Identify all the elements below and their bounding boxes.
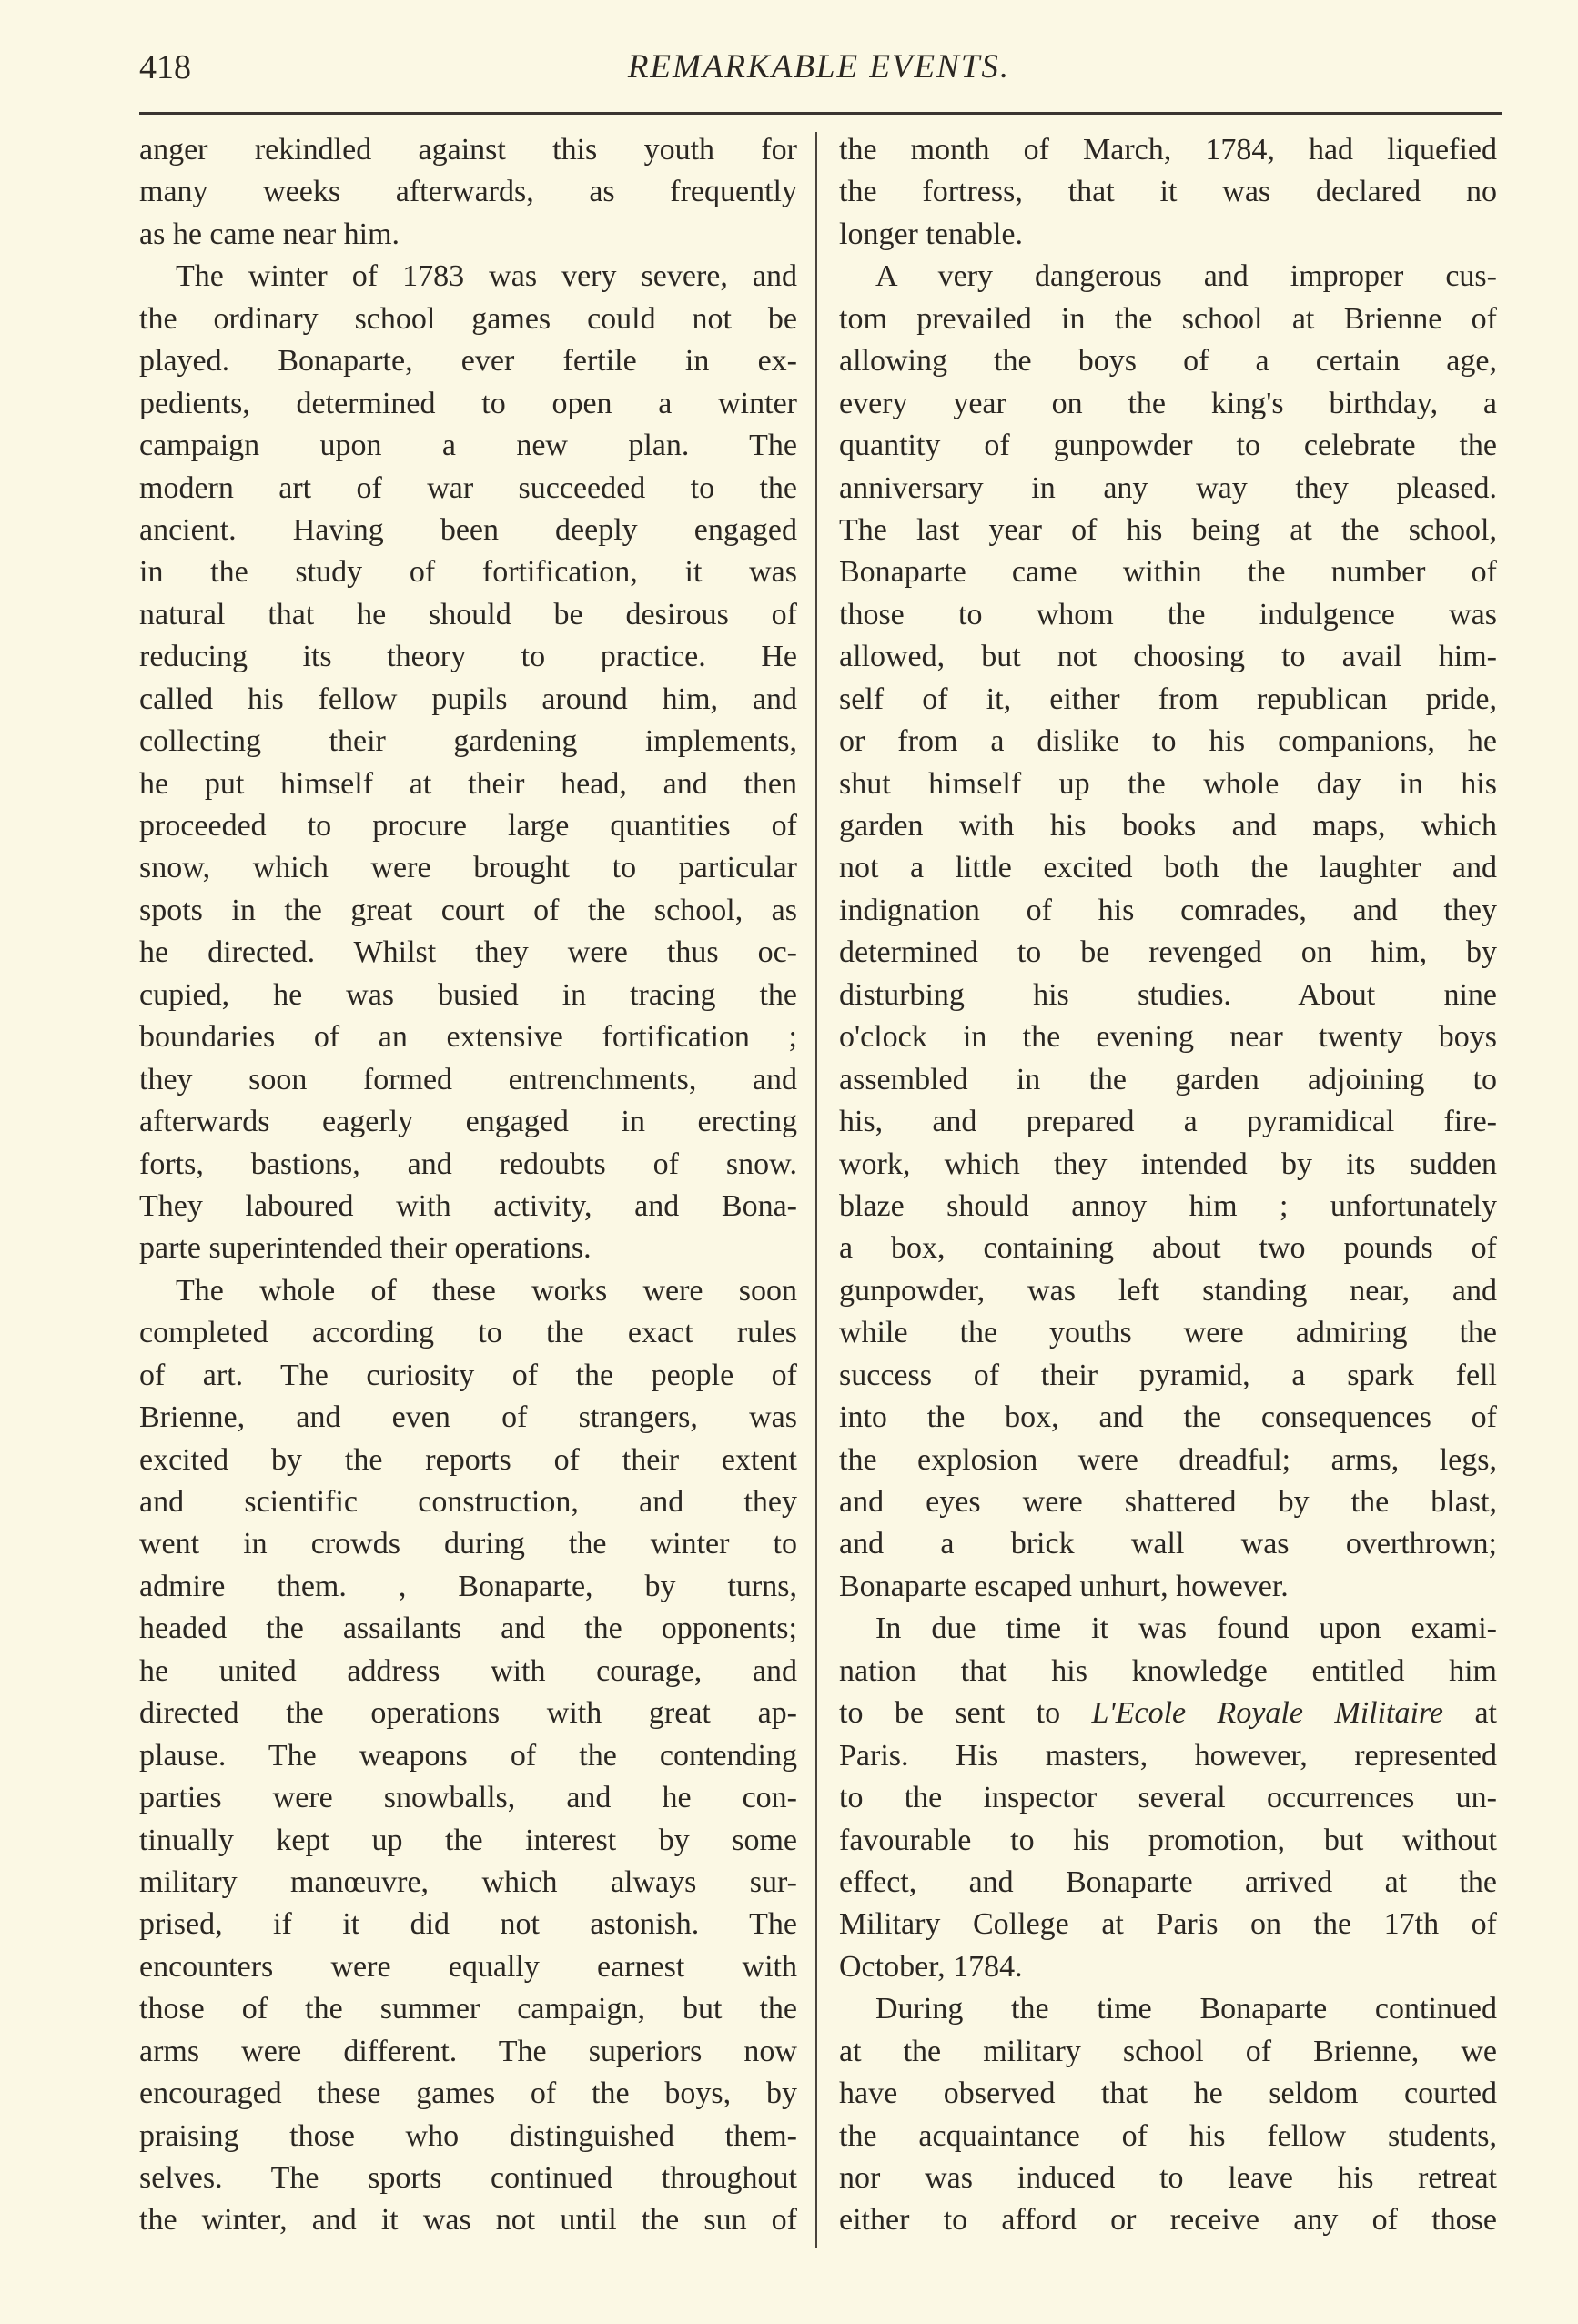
text-line: plause. The weapons of the contending bbox=[139, 1738, 797, 1773]
left-column bbox=[139, 129, 797, 2242]
text-line: selves. The sports continued throughout bbox=[139, 2161, 797, 2195]
text-line: boundaries of an extensive fortification ; bbox=[139, 1020, 797, 1055]
text-line: cupied, he was busied in tracing the bbox=[139, 977, 797, 1012]
text-line: work, which they intended by its sudden bbox=[839, 1147, 1497, 1181]
text-line: the explosion were dreadful; arms, legs, bbox=[839, 1442, 1497, 1477]
text-line: modern art of war succeeded to the bbox=[139, 470, 797, 505]
text-line: at the military school of Brienne, we bbox=[839, 2034, 1497, 2068]
text-line: afterwards eagerly engaged in erecting bbox=[139, 1105, 797, 1139]
text-line: either to afford or receive any of those bbox=[839, 2203, 1497, 2238]
running-title: REMARKABLE EVENTS. bbox=[627, 48, 1011, 86]
text-line: proceeded to procure large quantities of bbox=[139, 809, 797, 843]
text-line: anger rekindled against this youth for bbox=[139, 133, 797, 167]
text-line: completed according to the exact rules bbox=[139, 1316, 797, 1350]
text-line: gunpowder, was left standing near, and bbox=[839, 1273, 1497, 1308]
text-line: the month of March, 1784, had liquefied bbox=[839, 133, 1497, 167]
text-line: praising those who distinguished them- bbox=[139, 2118, 797, 2153]
text-line: disturbing his studies. About nine bbox=[839, 977, 1497, 1012]
text-line: encounters were equally earnest with bbox=[139, 1949, 797, 1984]
text-segment: to be sent to bbox=[839, 1696, 1092, 1731]
text-line: and a brick wall was overthrown; bbox=[839, 1527, 1497, 1561]
text-line: prised, if it did not astonish. The bbox=[139, 1907, 797, 1942]
text-line: the winter, and it was not until the sun of bbox=[139, 2203, 797, 2238]
text-line: the ordinary school games could not be bbox=[139, 301, 797, 336]
text-line: called his fellow pupils around him, and bbox=[139, 682, 797, 716]
text-line: he directed. Whilst they were thus oc- bbox=[139, 935, 797, 970]
text-line: spots in the great court of the school, as bbox=[139, 893, 797, 927]
text-line: reducing its theory to practice. He bbox=[139, 640, 797, 674]
text-line: self of it, either from republican pride, bbox=[839, 682, 1497, 716]
text-line: went in crowds during the winter to bbox=[139, 1527, 797, 1561]
text-line: the acquaintance of his fellow students, bbox=[839, 2118, 1497, 2153]
text-line: many weeks afterwards, as frequently bbox=[139, 175, 797, 209]
text-line: encouraged these games of the boys, by bbox=[139, 2076, 797, 2111]
text-line: his, and prepared a pyramidical fire- bbox=[839, 1105, 1497, 1139]
text-line: and eyes were shattered by the blast, bbox=[839, 1485, 1497, 1519]
text-line: Paris. His masters, however, represented bbox=[839, 1738, 1497, 1773]
text-line: longer tenable. bbox=[839, 217, 1024, 251]
text-line: into the box, and the consequences of bbox=[839, 1400, 1497, 1435]
text-line: shut himself up the whole day in his bbox=[839, 766, 1497, 801]
right-column bbox=[839, 129, 1497, 2242]
text-line: the fortress, that it was declared no bbox=[839, 175, 1497, 209]
text-line: Brienne, and even of strangers, was bbox=[139, 1400, 797, 1435]
text-line: nation that his knowledge entitled him bbox=[839, 1653, 1497, 1688]
text-line: The winter of 1783 was very severe, and bbox=[176, 259, 797, 294]
text-line: those to whom the indulgence was bbox=[839, 597, 1497, 632]
text-line: effect, and Bonaparte arrived at the bbox=[839, 1864, 1497, 1899]
text-line: o'clock in the evening near twenty boys bbox=[839, 1020, 1497, 1055]
text-line bbox=[839, 1692, 1497, 1734]
text-line: arms were different. The superiors now bbox=[139, 2034, 797, 2068]
text-line: of art. The curiosity of the people of bbox=[139, 1358, 797, 1392]
text-line: excited by the reports of their extent bbox=[139, 1442, 797, 1477]
text-line: anniversary in any way they pleased. bbox=[839, 470, 1497, 505]
text-line: assembled in the garden adjoining to bbox=[839, 1062, 1497, 1096]
text-line: parties were snowballs, and he con- bbox=[139, 1781, 797, 1815]
text-line: have observed that he seldom courted bbox=[839, 2076, 1497, 2111]
text-line: and scientific construction, and they bbox=[139, 1485, 797, 1519]
text-line: During the time Bonaparte continued bbox=[875, 1992, 1497, 2026]
text-line: In due time it was found upon exami- bbox=[875, 1612, 1497, 1646]
text-line: they soon formed entrenchments, and bbox=[139, 1062, 797, 1096]
text-line: he put himself at their head, and then bbox=[139, 766, 797, 801]
text-line: those of the summer campaign, but the bbox=[139, 1992, 797, 2026]
text-line: They laboured with activity, and Bona- bbox=[139, 1188, 797, 1223]
text-line: campaign upon a new plan. The bbox=[139, 429, 797, 463]
text-line: favourable to his promotion, but without bbox=[839, 1823, 1497, 1857]
text-line: blaze should annoy him ; unfortunately bbox=[839, 1188, 1497, 1223]
text-line: parte superintended their operations. bbox=[139, 1231, 592, 1266]
text-line: tom prevailed in the school at Brienne of bbox=[839, 301, 1497, 336]
text-line: played. Bonaparte, ever fertile in ex- bbox=[139, 344, 797, 379]
text-segment: at bbox=[1443, 1696, 1497, 1731]
text-line: to the inspector several occurrences un- bbox=[839, 1781, 1497, 1815]
text-line: military manœuvre, which always sur- bbox=[139, 1864, 797, 1899]
column-divider bbox=[815, 132, 817, 2248]
text-line: determined to be revenged on him, by bbox=[839, 935, 1497, 970]
text-line: forts, bastions, and redoubts of snow. bbox=[139, 1147, 797, 1181]
text-line: Bonaparte escaped unhurt, however. bbox=[839, 1569, 1289, 1603]
text-line: A very dangerous and improper cus- bbox=[875, 259, 1497, 294]
text-line: a box, containing about two pounds of bbox=[839, 1231, 1497, 1266]
text-line: nor was induced to leave his retreat bbox=[839, 2161, 1497, 2195]
text-line: Bonaparte came within the number of bbox=[839, 555, 1497, 590]
text-line: Military College at Paris on the 17th of bbox=[839, 1907, 1497, 1942]
text-line: garden with his books and maps, which bbox=[839, 809, 1497, 843]
text-line: directed the operations with great ap- bbox=[139, 1696, 797, 1731]
text-line: collecting their gardening implements, bbox=[139, 724, 797, 759]
text-line: as he came near him. bbox=[139, 217, 400, 251]
page-number: 418 bbox=[139, 48, 191, 86]
italic-text: L'Ecole Royale Militaire bbox=[1091, 1696, 1444, 1731]
header-rule bbox=[139, 112, 1502, 115]
text-line: he united address with courage, and bbox=[139, 1653, 797, 1688]
text-line: snow, which were brought to particular bbox=[139, 851, 797, 885]
text-line: indignation of his comrades, and they bbox=[839, 893, 1497, 927]
text-line: while the youths were admiring the bbox=[839, 1316, 1497, 1350]
text-line: pedients, determined to open a winter bbox=[139, 386, 797, 420]
text-line: allowed, but not choosing to avail him- bbox=[839, 640, 1497, 674]
text-line: October, 1784. bbox=[839, 1949, 1023, 1984]
text-line: The whole of these works were soon bbox=[176, 1273, 797, 1308]
text-line: quantity of gunpowder to celebrate the bbox=[839, 429, 1497, 463]
text-line: success of their pyramid, a spark fell bbox=[839, 1358, 1497, 1392]
text-line: every year on the king's birthday, a bbox=[839, 386, 1497, 420]
text-line: headed the assailants and the opponents; bbox=[139, 1612, 797, 1646]
text-line: ancient. Having been deeply engaged bbox=[139, 512, 797, 547]
text-line: natural that he should be desirous of bbox=[139, 597, 797, 632]
text-line: in the study of fortification, it was bbox=[139, 555, 797, 590]
text-line: admire them. , Bonaparte, by turns, bbox=[139, 1569, 797, 1603]
text-line: not a little excited both the laughter and bbox=[839, 851, 1497, 885]
text-line: tinually kept up the interest by some bbox=[139, 1823, 797, 1857]
text-line: allowing the boys of a certain age, bbox=[839, 344, 1497, 379]
text-line: The last year of his being at the school, bbox=[839, 512, 1497, 547]
text-line: or from a dislike to his companions, he bbox=[839, 724, 1497, 759]
